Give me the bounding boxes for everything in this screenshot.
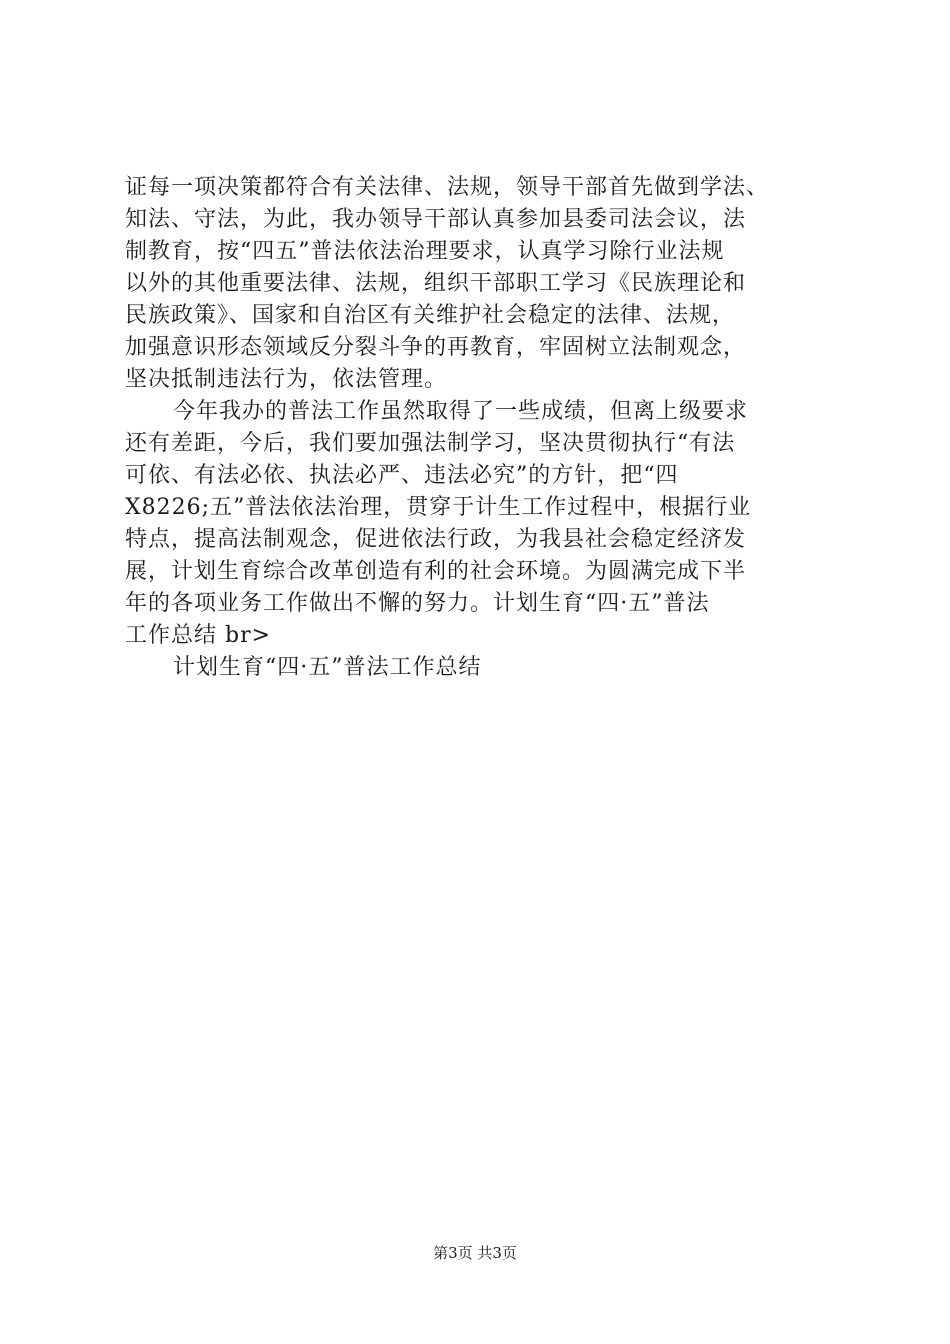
paragraph-first-line: 今年我办的普法工作虽然取得了一些成绩，但离上级要求 bbox=[173, 399, 749, 424]
text-line: 年的各项业务工作做出不懈的努力。计划生育“四·五”普法 bbox=[125, 591, 710, 616]
text-line: 加强意识形态领域反分裂斗争的再教育，牢固树立法制观念， bbox=[125, 335, 747, 360]
text-line: 民族政策》、国家和自治区有关维护社会稳定的法律、法规， bbox=[125, 303, 736, 328]
text-line: X8226;五”普法依法治理，贯穿于计生工作过程中，根据行业 bbox=[125, 495, 752, 520]
document-body bbox=[125, 172, 845, 684]
text-line: 坚决抵制违法行为，依法管理。 bbox=[125, 367, 448, 392]
text-line: 还有差距，今后，我们要加强法制学习，坚决贯彻执行“有法 bbox=[125, 431, 736, 456]
text-line: 知法、守法，为此，我办领导干部认真参加县委司法会议，法 bbox=[125, 207, 747, 232]
text-line: 以外的其他重要法律、法规，组织干部职工学习《民族理论和 bbox=[125, 271, 747, 296]
page-footer: 第3页 共3页 bbox=[433, 1244, 517, 1262]
closing-title-line: 计划生育“四·五”普法工作总结 bbox=[173, 655, 482, 680]
text-line: 特点，提高法制观念，促进依法行政，为我县社会稳定经济发 bbox=[125, 527, 747, 552]
text-line: 工作总结 br> bbox=[125, 623, 272, 648]
text-line: 可依、有法必依、执法必严、违法必究”的方针，把“四 bbox=[125, 463, 679, 488]
text-line: 证每一项决策都符合有关法律、法规，领导干部首先做到学法、 bbox=[125, 175, 770, 200]
text-line: 制教育，按“四五”普法依法治理要求，认真学习除行业法规 bbox=[125, 239, 725, 264]
text-line: 展，计划生育综合改革创造有利的社会环境。为圆满完成下半 bbox=[125, 559, 747, 584]
